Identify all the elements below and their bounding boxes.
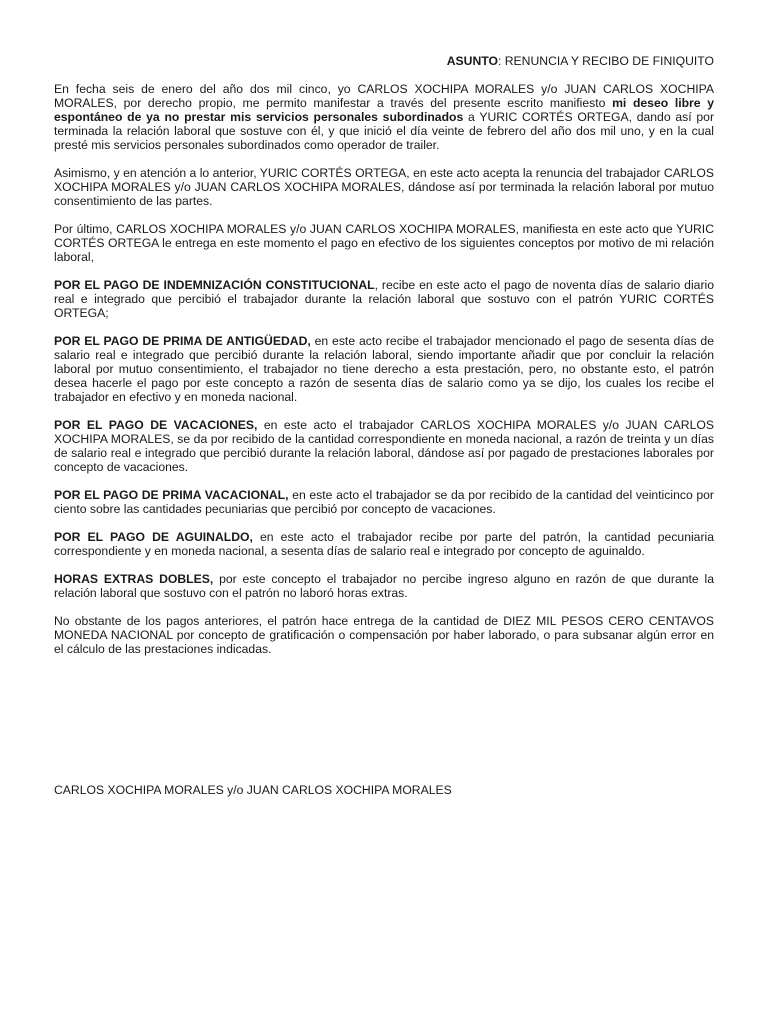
paragraph-heading: POR EL PAGO DE PRIMA DE ANTIGÜEDAD, — [54, 334, 311, 348]
paragraph-vacations — [54, 418, 714, 474]
paragraph-gratification: No obstante de los pagos anteriores, el patrón hace entrega de la cantidad de DIEZ MIL PESOS CERO CENTAVOS MONEDA NACIONAL por concepto de gratificación o compensación por haber laborado, o para subsanar algún error en el cálculo de las prestaciones indicadas. — [54, 614, 714, 656]
subject-label: ASUNTO — [446, 54, 498, 68]
paragraph-text: por este concepto el trabajador no percibe ingreso alguno en razón de que durante la relación laboral que sostuvo con el patrón no laboró horas extras. — [54, 572, 714, 600]
paragraph-payment-intro: Por último, CARLOS XOCHIPA MORALES y/o JUAN CARLOS XOCHIPA MORALES, manifiesta en este acto que YURIC CORTÉS ORTEGA le entrega en este momento el pago en efectivo de los siguientes conceptos por motivo de mi relación laboral, — [54, 222, 714, 264]
paragraph-text: en este acto el trabajador se da por recibido de la cantidad del veinticinco por ciento sobre las cantidades pecuniarias que percibió por concepto de vacaciones. — [54, 488, 714, 516]
paragraph-text: a YURIC CORTÉS ORTEGA, dando así por terminada la relación laboral que sostuve con él, y que inició el día veinte de febrero del año dos mil uno, y en la cual presté mis servicios personales subordinados como operador de trailer. — [54, 110, 714, 152]
paragraph-text: en este acto el trabajador recibe por parte del patrón, la cantidad pecuniaria correspondiente y en moneda nacional, a sesenta días de salario real e integrado por concepto de aguinaldo. — [54, 530, 714, 558]
document-body — [54, 54, 714, 670]
paragraph-text: en este acto el trabajador CARLOS XOCHIPA MORALES y/o JUAN CARLOS XOCHIPA MORALES, se da por recibido de la cantidad correspondiente en moneda nacional, a razón de treinta y un días de salario real e integrado que percibió durante la relación laboral, dándose así por pagado de prestaciones laborales por concepto de vacaciones. — [54, 418, 714, 474]
subject-line — [54, 54, 714, 68]
paragraph-vacation-bonus — [54, 488, 714, 516]
paragraph-christmas-bonus — [54, 530, 714, 558]
paragraph-emphasis: mi deseo libre y espontáneo de ya no prestar mis servicios personales subordinados — [54, 96, 715, 124]
paragraph-resignation — [54, 82, 714, 152]
paragraph-text: , recibe en este acto el pago de noventa días de salario diario real e integrado que percibió el trabajador durante la relación laboral que sostuvo con el patrón YURIC CORTÉS ORTEGA; — [54, 278, 714, 320]
paragraph-indemnization — [54, 278, 714, 320]
paragraph-heading: POR EL PAGO DE AGUINALDO, — [54, 530, 253, 544]
paragraph-heading: POR EL PAGO DE PRIMA VACACIONAL, — [54, 488, 289, 502]
signature-name: CARLOS XOCHIPA MORALES y/o JUAN CARLOS XOCHIPA MORALES — [54, 783, 452, 797]
subject-text: : RENUNCIA Y RECIBO DE FINIQUITO — [497, 54, 714, 68]
paragraph-heading: POR EL PAGO DE VACACIONES, — [54, 418, 258, 432]
paragraph-seniority — [54, 334, 714, 404]
paragraph-heading: POR EL PAGO DE INDEMNIZACIÓN CONSTITUCIONAL — [54, 278, 375, 292]
paragraph-text: en este acto recibe el trabajador mencionado el pago de sesenta días de salario real e integrado que percibió durante la relación laboral, siendo importante añadir que por concluir la relación laboral por mutuo consentimiento, el trabajador no tiene derecho a esta prestación, pero, no obstante esto, el patrón desea hacerle el pago por este concepto a razón de sesenta días de salario como ya se dijo, los cuales los recibe el trabajador en efectivo y en moneda nacional. — [54, 334, 714, 404]
paragraph-heading: HORAS EXTRAS DOBLES, — [54, 572, 214, 586]
paragraph-overtime — [54, 572, 714, 600]
paragraph-acceptance: Asimismo, y en atención a lo anterior, YURIC CORTÉS ORTEGA, en este acto acepta la renuncia del trabajador CARLOS XOCHIPA MORALES y/o JUAN CARLOS XOCHIPA MORALES, dándose así por terminada la relación laboral por mutuo consentimiento de las partes. — [54, 166, 714, 208]
paragraph-text: En fecha seis de enero del año dos mil cinco, yo CARLOS XOCHIPA MORALES y/o JUAN CARLOS XOCHIPA MORALES, por derecho propio, me permito manifestar a través del presente escrito manifiesto — [54, 82, 714, 110]
